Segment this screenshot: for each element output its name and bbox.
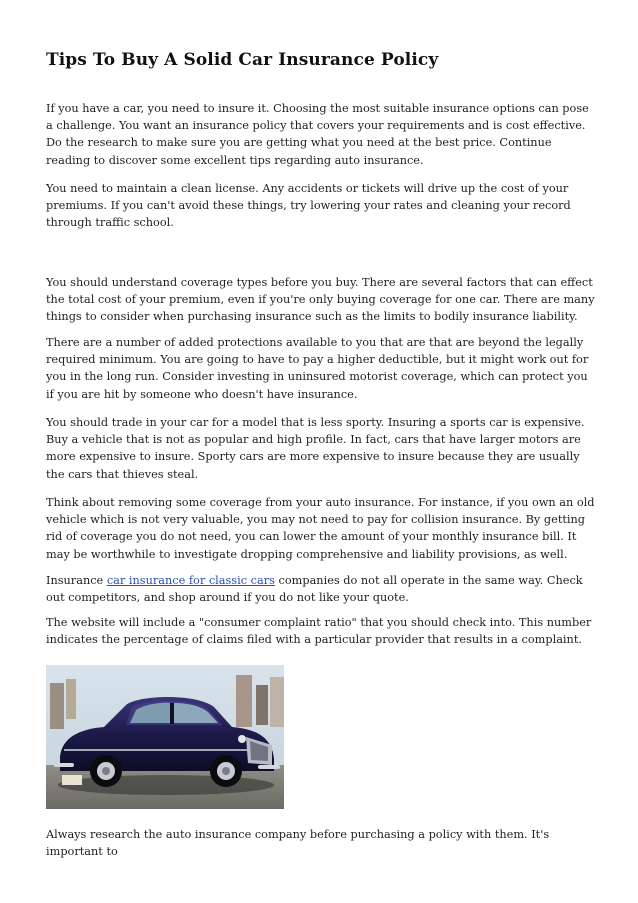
- paragraph-complaint-ratio: The website will include a "consumer complaint ratio" that you should check into. This number indicates the percentage of claims filed with a particular provider that results in a complaint.: [46, 616, 592, 647]
- classic-car-illustration: [46, 665, 284, 809]
- paragraph-intro: If you have a car, you need to insure it. Choosing the most suitable insurance options can pose a challenge. You want an insurance policy that covers your requirements and is cost effective. Do the research to make sure you are getting what you need at the best price. Continue reading to discover some excellent tips regarding auto insurance.: [46, 102, 589, 167]
- paragraph-added-protections: There are a number of added protections available to you that are that are beyond the legally required minimum. You are going to have to pay a higher deductible, but it might work out for you in the long run. Consider investing in uninsured motorist coverage, which can protect you if you are hit by someone who doesn't have insurance.: [46, 336, 589, 401]
- page-title: Tips To Buy A Solid Car Insurance Policy: [46, 50, 439, 70]
- paragraph-text-before-link: Insurance: [46, 574, 107, 587]
- paragraph-text-after-link: companies do not all operate in the same way. Check out competitors, and shop around if you do not like your quote.: [46, 574, 583, 605]
- paragraph-compare-companies: [46, 572, 596, 606]
- paragraph-sporty-cars: You should trade in your car for a model that is less sporty. Insuring a sports car is expensive. Buy a vehicle that is not as popular and high profile. In fact, cars that have larger motors are more expensive to insure. Sporty cars are more expensive to insure because they are usually the cars that thieves steal.: [46, 416, 585, 481]
- paragraph-clean-license: You need to maintain a clean license. Any accidents or tickets will drive up the cost of your premiums. If you can't avoid these things, try lowering your rates and cleaning your record through traffic school.: [46, 182, 571, 230]
- paragraph-remove-coverage: Think about removing some coverage from your auto insurance. For instance, if you own an old vehicle which is not very valuable, you may not need to pay for collision insurance. By getting rid of coverage you do not need, you can lower the amount of your monthly insurance bill. It may be worthwhile to investigate dropping comprehensive and liability provisions, as well.: [46, 496, 595, 561]
- classic-car-photo: [46, 665, 284, 809]
- classic-car-insurance-link[interactable]: car insurance for classic cars: [106, 574, 275, 587]
- paragraph-research-company: Always research the auto insurance company before purchasing a policy with them. It's important to: [46, 828, 550, 859]
- paragraph-coverage-types: You should understand coverage types before you buy. There are several factors that can effect the total cost of your premium, even if you're only buying coverage for one car. There are many things to consider when purchasing insurance such as the limits to bodily insurance liability.: [46, 276, 595, 324]
